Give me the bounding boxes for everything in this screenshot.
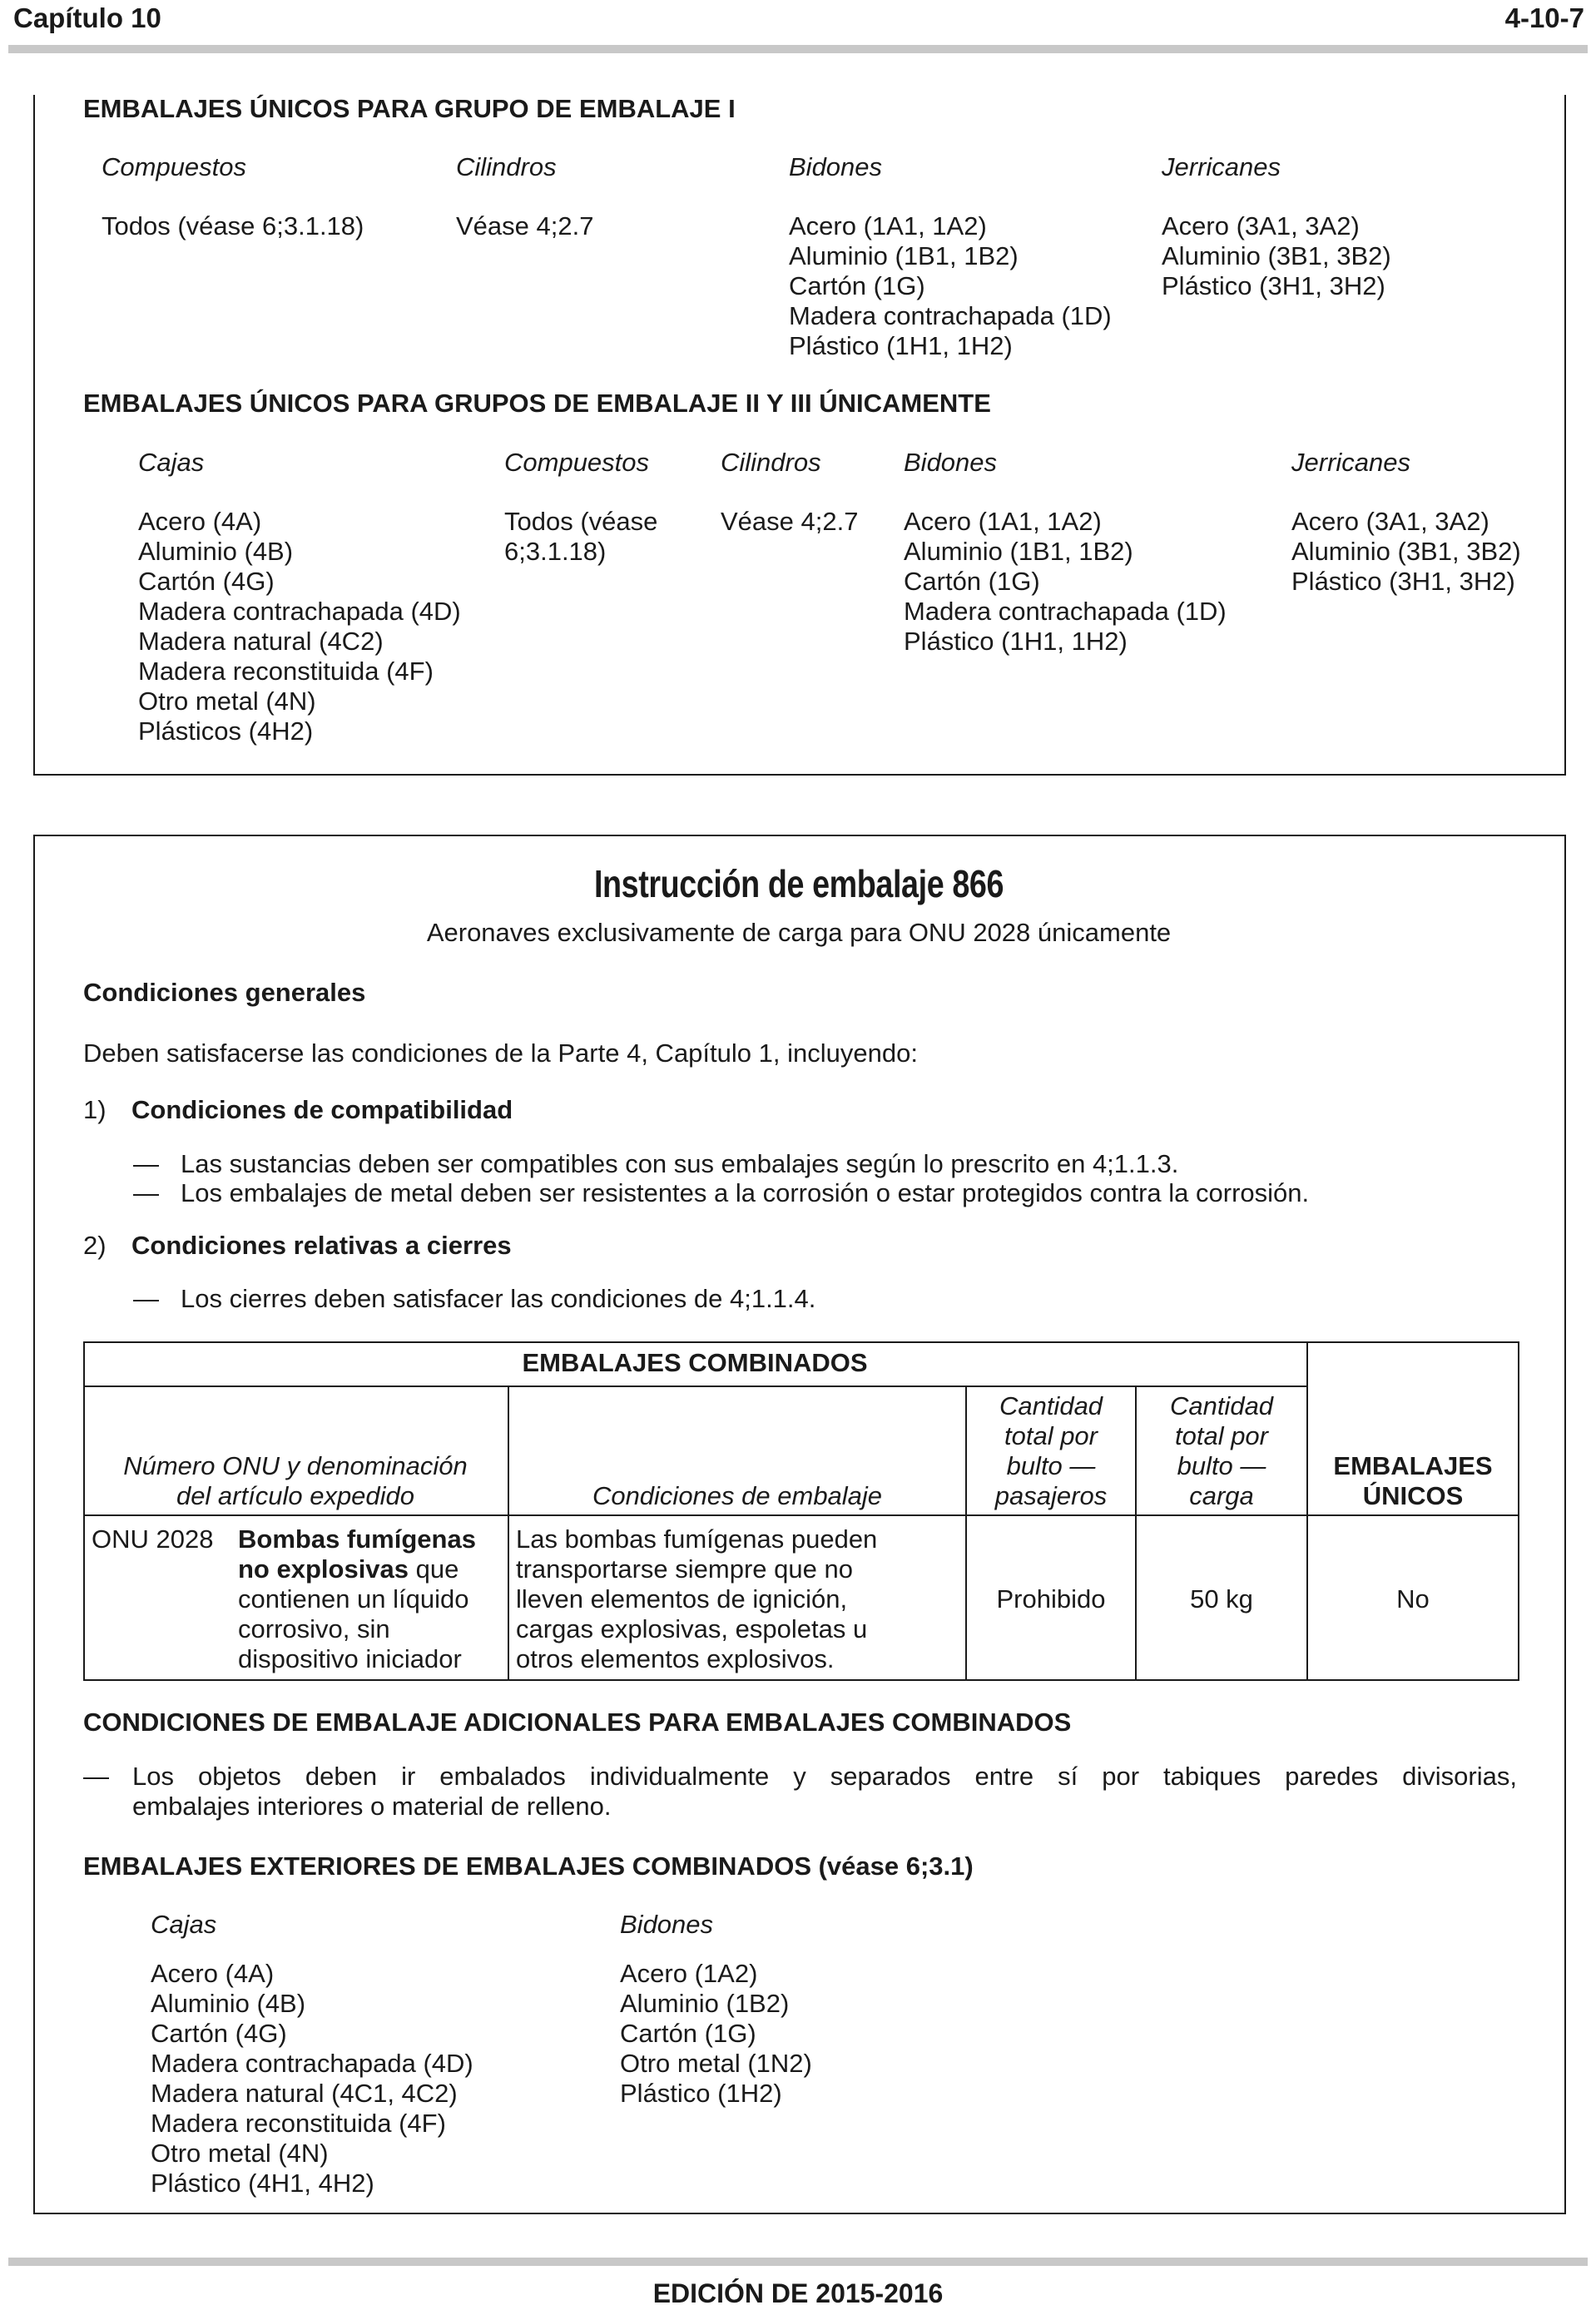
header-line: carga: [1189, 1481, 1254, 1510]
em-dash: —: [133, 1284, 159, 1313]
pg1-col-cilindros: [456, 152, 593, 241]
list-item: Aluminio (4B): [151, 1989, 306, 2018]
condition-line: otros elementos explosivos.: [516, 1644, 835, 1673]
list-item: Acero (4A): [151, 1959, 275, 1988]
condition-line: Las bombas fumígenas pueden: [516, 1524, 878, 1554]
top-box-left-border: [33, 95, 35, 776]
list-item: Acero (1A1, 1A2): [789, 211, 987, 240]
condition-line: lleven elementos de ignición,: [516, 1584, 848, 1614]
list-item: Plástico (1H1, 1H2): [789, 331, 1013, 360]
list-item: Aluminio (3B1, 3B2): [1291, 537, 1521, 566]
cond1-item-1: [133, 1149, 1179, 1179]
list-item: Cartón (1G): [904, 567, 1040, 596]
un-number-cell: ONU 2028: [92, 1524, 214, 1554]
list-item: Cartón (4G): [151, 2019, 287, 2048]
em-dash: —: [133, 1149, 159, 1178]
list-item: Cartón (1G): [620, 2019, 756, 2048]
em-dash: —: [133, 1178, 159, 1207]
footer-rule: [8, 2258, 1588, 2266]
edition-footer: EDICIÓN DE 2015-2016: [652, 2278, 944, 2308]
packing-conditions-cell: [516, 1524, 877, 1674]
list-item: Madera natural (4C1, 4C2): [151, 2079, 458, 2108]
list-item: Aluminio (1B2): [620, 1989, 790, 2018]
col-header: Compuestos: [504, 448, 650, 477]
list-item: Acero (3A1, 3A2): [1291, 507, 1489, 536]
header-line: bulto —: [1177, 1451, 1266, 1480]
article-name-rest: contienen un líquido: [238, 1584, 469, 1614]
col-header: Jerricanes: [1162, 152, 1281, 181]
combined-header: EMBALAJES COMBINADOS: [522, 1348, 868, 1377]
pi866-title-wrap: [466, 863, 1132, 905]
pg1-col-bidones: [789, 152, 1112, 361]
pg23-col-bidones: [904, 448, 1227, 657]
list-item: Véase 4;2.7: [721, 507, 859, 536]
col-cargo-header: [1137, 1391, 1306, 1511]
list-item: Aluminio (4B): [138, 537, 294, 566]
page-number: 4-10-7: [1504, 2, 1584, 33]
col-header: Compuestos: [102, 152, 247, 181]
list-item: Todos (véase: [504, 507, 658, 536]
table-header-bottom: [83, 1514, 1519, 1516]
header-line: pasajeros: [994, 1481, 1108, 1510]
list-item: Acero (1A2): [620, 1959, 758, 1988]
list-item: Aluminio (3B1, 3B2): [1162, 241, 1391, 270]
header-line: Cantidad: [999, 1391, 1103, 1420]
item-text: Los cierres deben satisfacer las condiciones de 4;1.1.4.: [181, 1284, 816, 1313]
header-line: total por: [1174, 1421, 1268, 1450]
item-text: Los embalajes de metal deben ser resistentes a la corrosión o estar protegidos contra la corrosión.: [181, 1178, 1310, 1207]
list-item: Acero (4A): [138, 507, 262, 536]
col-header: Cilindros: [721, 448, 821, 477]
list-item: Cartón (1G): [789, 271, 925, 300]
cond1-number: 1): [83, 1095, 107, 1124]
list-item: Aluminio (1B1, 1B2): [904, 537, 1133, 566]
pg23-col-cilindros: [721, 448, 858, 537]
general-conditions-heading: Condiciones generales: [83, 978, 366, 1007]
list-item: Madera contrachapada (4D): [138, 597, 461, 626]
header-line: Número ONU y denominación: [123, 1451, 468, 1480]
pg23-col-compuestos: [504, 448, 657, 567]
list-item: Madera reconstituida (4F): [151, 2109, 446, 2138]
header-rule: [8, 45, 1588, 53]
col-header: Bidones: [789, 152, 883, 181]
pg1-col-compuestos: [102, 152, 364, 241]
header-line: total por: [1004, 1421, 1098, 1450]
item-text: Las sustancias deben ser compatibles con sus embalajes según lo prescrito en 4;1.1.3.: [181, 1149, 1179, 1178]
col-single-header: [1308, 1451, 1518, 1511]
article-name-rest: corrosivo, sin: [238, 1614, 390, 1643]
list-item: Madera reconstituida (4F): [138, 657, 434, 686]
header-line: del artículo expedido: [176, 1481, 415, 1510]
list-item: Madera contrachapada (1D): [904, 597, 1227, 626]
list-item: Madera contrachapada (4D): [151, 2049, 473, 2078]
list-item: Aluminio (1B1, 1B2): [789, 241, 1019, 270]
col-header: Cilindros: [456, 152, 557, 181]
cargo-quantity-cell: 50 kg: [1190, 1584, 1253, 1614]
list-item: Plásticos (4H2): [138, 716, 314, 746]
header-line: ÚNICOS: [1362, 1481, 1464, 1510]
article-name-rest: dispositivo iniciador: [238, 1644, 462, 1673]
cond1-item-2: [133, 1178, 1310, 1208]
col-header: Jerricanes: [1291, 448, 1410, 477]
article-name-bold: no explosivas: [238, 1554, 409, 1584]
additional-line-1: Los objetos deben ir embalados individualmente y separados entre sí por tabiques paredes divisorias,: [132, 1762, 1517, 1791]
condition-line: cargas explosivas, espoletas u: [516, 1614, 868, 1643]
pax-quantity-cell: Prohibido: [996, 1584, 1106, 1614]
table-col-divider-4: [1306, 1341, 1308, 1681]
list-item: Plástico (1H2): [620, 2079, 782, 2108]
additional-line-2: embalajes interiores o material de relleno.: [132, 1792, 612, 1821]
header-line: EMBALAJES: [1333, 1451, 1493, 1480]
condition-line: transportarse siempre que no: [516, 1554, 853, 1584]
table-col-divider-1: [508, 1386, 509, 1681]
pg1-col-jerricanes: [1162, 152, 1391, 301]
additional-text: [132, 1762, 1517, 1822]
pg23-col-jerricanes: [1291, 448, 1521, 597]
additional-conditions-title: CONDICIONES DE EMBALAJE ADICIONALES PARA EMBALAJES COMBINADOS: [83, 1708, 1072, 1737]
list-item: Acero (3A1, 3A2): [1162, 211, 1360, 240]
top-box-bottom-border: [33, 774, 1566, 776]
col-header: Cajas: [138, 448, 205, 477]
article-name-rest: que: [409, 1554, 459, 1584]
col-header: Bidones: [620, 1910, 714, 1939]
section-title-pg2-3: EMBALAJES ÚNICOS PARA GRUPOS DE EMBALAJE II Y III ÚNICAMENTE: [83, 389, 991, 418]
pi866-subtitle: Aeronaves exclusivamente de carga para ONU 2028 únicamente: [426, 918, 1172, 947]
col-pax-header: [967, 1391, 1135, 1511]
article-name-bold: Bombas fumígenas: [238, 1524, 476, 1554]
list-item: Acero (1A1, 1A2): [904, 507, 1102, 536]
list-item: Plástico (3H1, 3H2): [1162, 271, 1385, 300]
general-intro: Deben satisfacerse las condiciones de la Parte 4, Capítulo 1, incluyendo:: [83, 1039, 918, 1068]
list-item: 6;3.1.18): [504, 537, 607, 566]
pi866-title: Instrucción de embalaje 866: [593, 862, 1004, 905]
col-header: Bidones: [904, 448, 998, 477]
list-item: Cartón (4G): [138, 567, 275, 596]
list-item: Madera natural (4C2): [138, 627, 384, 656]
chapter-label: Capítulo 10: [13, 2, 161, 33]
cond2-item-1: [133, 1284, 816, 1314]
outer-col-bidones: [620, 1910, 812, 2109]
list-item: Plástico (3H1, 3H2): [1291, 567, 1515, 596]
header-line: bulto —: [1006, 1451, 1096, 1480]
list-item: Plástico (1H1, 1H2): [904, 627, 1128, 656]
col-header: Cajas: [151, 1910, 217, 1939]
list-item: Todos (véase 6;3.1.18): [102, 211, 364, 240]
section-title-pg1: EMBALAJES ÚNICOS PARA GRUPO DE EMBALAJE I: [83, 94, 736, 123]
list-item: Madera contrachapada (1D): [789, 301, 1112, 330]
header-line: Cantidad: [1169, 1391, 1274, 1420]
single-packaging-cell: No: [1396, 1584, 1430, 1614]
col-conditions-header: Condiciones de embalaje: [592, 1481, 883, 1510]
article-name-cell: [238, 1524, 504, 1674]
list-item: Véase 4;2.7: [456, 211, 594, 240]
pg23-col-cajas: [138, 448, 461, 746]
additional-dash: —: [83, 1762, 109, 1791]
list-item: Plástico (4H1, 4H2): [151, 2169, 374, 2198]
col-un-header: [83, 1451, 508, 1511]
cond1-title: Condiciones de compatibilidad: [131, 1095, 513, 1124]
list-item: Otro metal (4N): [151, 2139, 329, 2168]
cond2-title: Condiciones relativas a cierres: [131, 1231, 512, 1260]
top-box-right-border: [1564, 95, 1566, 776]
table-line-under-combined: [83, 1386, 1308, 1387]
cond2-number: 2): [83, 1231, 107, 1260]
list-item: Otro metal (1N2): [620, 2049, 812, 2078]
list-item: Otro metal (4N): [138, 687, 316, 716]
outer-col-cajas: [151, 1910, 473, 2198]
outer-packagings-title: EMBALAJES EXTERIORES DE EMBALAJES COMBINADOS (véase 6;3.1): [83, 1851, 974, 1881]
